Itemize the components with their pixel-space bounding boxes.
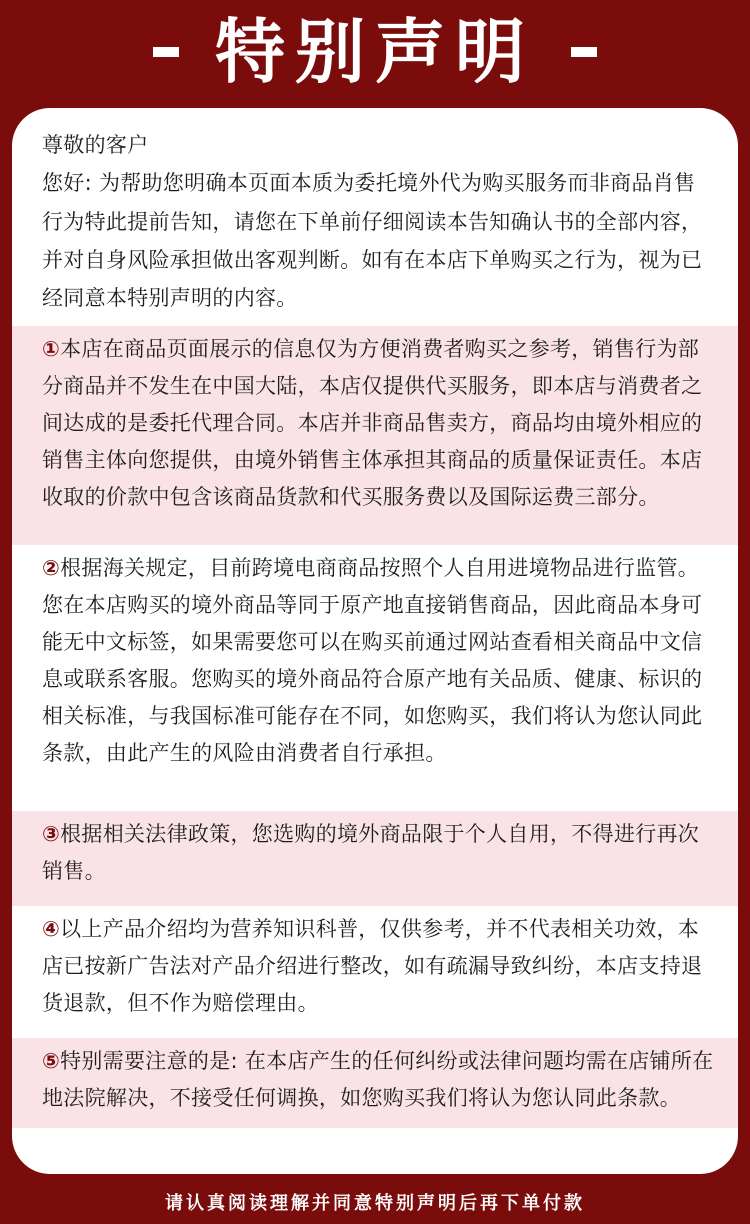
clause-line (42, 550, 726, 587)
clause-2 (12, 545, 738, 811)
intro-line: 行为特此提前告知，请您在下单前仔细阅读本告知确认书的全部内容， (42, 209, 703, 234)
clause-line: 销售。 (42, 859, 106, 884)
intro-line: 经同意本特别声明的内容。 (42, 286, 298, 311)
clause-1 (12, 326, 738, 545)
greeting: 尊敬的客户 (42, 133, 149, 157)
clause-line: 货退款，但不作为赔偿理由。 (42, 991, 319, 1016)
clause-line: 间达成的是委托代理合同。本店并非商品售卖方，商品均由境外相应的 (42, 411, 703, 436)
title-dash-left (153, 47, 179, 57)
clause-line: 息或联系客服。您购买的境外商品符合原产地有关品质、健康、标识的 (42, 667, 703, 692)
intro-block (12, 108, 738, 317)
clause-line (42, 1043, 726, 1080)
footer-notice: 请认真阅读理解并同意特别声明后再下单付款 (165, 1193, 585, 1214)
clause-number: ⑤ (42, 1049, 61, 1074)
clause-line (42, 816, 726, 853)
clause-5 (12, 1038, 738, 1128)
page-title: 特别声明 (215, 11, 535, 93)
clause-4 (12, 906, 738, 1038)
clause-line: 条款，由此产生的风险由消费者自行承担。 (42, 741, 447, 766)
statement-card (12, 108, 738, 1174)
clause-number: ③ (42, 822, 61, 847)
clause-line (42, 331, 726, 368)
clause-text: 根据相关法律政策，您选购的境外商品限于个人自用，不得进行再次 (60, 822, 700, 847)
intro-line: 您好: 为帮助您明确本页面本质为委托境外代为购买服务而非商品肖售 (42, 171, 696, 196)
title-dash-right (571, 47, 597, 57)
clause-line: 店已按新广告法对产品介绍进行整改，如有疏漏导致纠纷，本店支持退 (42, 954, 703, 979)
clause-line: 分商品并不发生在中国大陆，本店仅提供代买服务，即本店与消费者之 (42, 374, 703, 399)
clause-line: 能无中文标签，如果需要您可以在购买前通过网站查看相关商品中文信 (42, 630, 703, 655)
clause-text: 特别需要注意的是: 在本店产生的任何纠纷或法律问题均需在店铺所在 (60, 1049, 714, 1074)
clause-line: 地法院解决，不接受任何调换，如您购买我们将认为您认同此条款。 (42, 1086, 681, 1111)
intro-line: 并对自身风险承担做出客观判断。如有在本店下单购买之行为，视为已 (42, 247, 703, 272)
clause-text: 以上产品介绍均为营养知识科普，仅供参考，并不代表相关功效，本 (60, 917, 700, 942)
header-banner (0, 0, 750, 104)
clause-line: 您在本店购买的境外商品等同于原产地直接销售商品，因此商品本身可 (42, 593, 703, 618)
clause-line: 相关标准，与我国标准可能存在不同，如您购买，我们将认为您认同此 (42, 704, 703, 729)
clause-number: ④ (42, 917, 61, 942)
clause-3 (12, 811, 738, 906)
clause-line (42, 911, 726, 948)
clause-text: 根据海关规定，目前跨境电商商品按照个人自用进境物品进行监管。 (60, 556, 700, 581)
clause-number: ① (42, 337, 61, 362)
clause-line: 收取的价款中包含该商品货款和代买服务费以及国际运费三部分。 (42, 485, 660, 510)
clause-number: ② (42, 556, 61, 581)
clause-text: 本店在商品页面展示的信息仅为方便消费者购买之参考，销售行为部 (60, 337, 700, 362)
clause-line: 销售主体向您提供，由境外销售主体承担其商品的质量保证责任。本店 (42, 448, 703, 473)
